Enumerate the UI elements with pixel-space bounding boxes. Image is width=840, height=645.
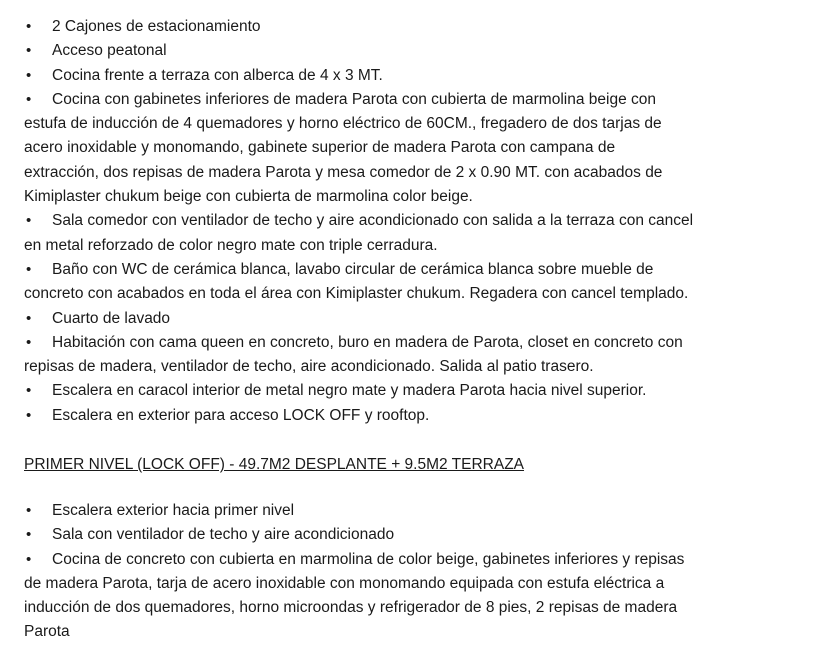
list-item-text: Cuarto de lavado <box>52 309 171 327</box>
bullet-icon: • <box>26 66 32 84</box>
list-item-continuation <box>24 185 804 209</box>
bullet-icon: • <box>26 333 32 351</box>
list-item-text: inducción de dos quemadores, horno microondas y refrigerador de 8 pies, 2 repisas de madera <box>24 599 678 617</box>
bullet-icon: • <box>26 382 32 400</box>
list-item <box>24 379 804 403</box>
list-item <box>24 307 804 331</box>
list-item <box>24 548 804 572</box>
list-item-text: de madera Parota, tarja de acero inoxidable con monomando equipada con estufa eléctrica a <box>24 574 665 592</box>
amenities-list-primer-nivel <box>24 499 804 645</box>
list-item <box>24 15 804 39</box>
list-item-text: Baño con WC de cerámica blanca, lavabo circular de cerámica blanca sobre mueble de <box>52 260 654 278</box>
list-item <box>24 64 804 88</box>
bullet-icon: • <box>26 502 32 519</box>
list-item-text: extracción, dos repisas de madera Parota y mesa comedor de 2 x 0.90 MT. con acabados de <box>24 163 663 181</box>
list-item-text: Escalera exterior hacia primer nivel <box>52 502 295 519</box>
list-item-text: concreto con acabados en toda el área con Kimiplaster chukum. Regadera con cancel templado. <box>24 285 689 303</box>
list-item-text: Escalera en caracol interior de metal negro mate y madera Parota hacia nivel superior. <box>52 382 647 400</box>
list-item-continuation <box>24 572 804 596</box>
list-item-continuation <box>24 136 804 160</box>
amenities-list-ground-floor <box>24 15 804 428</box>
list-item-text: acero inoxidable y monomando, gabinete superior de madera Parota con campana de <box>24 139 616 157</box>
list-item <box>24 523 804 547</box>
bullet-icon: • <box>26 550 32 568</box>
list-item-continuation <box>24 620 804 644</box>
bullet-icon: • <box>26 406 32 424</box>
list-item-text: Cocina frente a terraza con alberca de 4 x 3 MT. <box>52 66 383 84</box>
list-item-continuation <box>24 596 804 620</box>
section-heading-primer-nivel: PRIMER NIVEL (LOCK OFF) - 49.7M2 DESPLANTE + 9.5M2 TERRAZA <box>24 456 525 473</box>
bullet-icon: • <box>26 90 32 108</box>
list-item <box>24 88 804 112</box>
list-item-text: 2 Cajones de estacionamiento <box>52 18 261 35</box>
list-item <box>24 404 804 428</box>
bullet-icon: • <box>26 42 32 60</box>
list-item-continuation <box>24 234 804 258</box>
list-item-text: Sala comedor con ventilador de techo y aire acondicionado con salida a la terraza con cancel <box>52 212 694 230</box>
list-item <box>24 499 804 523</box>
list-item <box>24 331 804 355</box>
list-item-text: repisas de madera, ventilador de techo, aire acondicionado. Salida al patio trasero. <box>24 358 594 376</box>
bullet-icon: • <box>26 309 32 327</box>
bullet-icon: • <box>26 526 32 544</box>
list-item-text: Acceso peatonal <box>52 42 167 60</box>
list-item <box>24 39 804 63</box>
list-item-continuation <box>24 282 804 306</box>
list-item-continuation <box>24 355 804 379</box>
list-item-text: Sala con ventilador de techo y aire acondicionado <box>52 526 395 544</box>
list-item-text: Habitación con cama queen en concreto, buro en madera de Parota, closet en concreto con <box>52 333 683 351</box>
list-item <box>24 209 804 233</box>
list-item-text: Cocina de concreto con cubierta en marmolina de color beige, gabinetes inferiores y repisas <box>52 550 685 568</box>
bullet-icon: • <box>26 260 32 278</box>
list-item <box>24 258 804 282</box>
list-item-text: en metal reforzado de color negro mate con triple cerradura. <box>24 236 438 254</box>
list-item-text: Kimiplaster chukum beige con cubierta de marmolina color beige. <box>24 188 473 206</box>
list-item-text: Parota <box>24 623 70 641</box>
bullet-icon: • <box>26 18 32 35</box>
list-item-text: Escalera en exterior para acceso LOCK OFF y rooftop. <box>52 406 430 424</box>
bullet-icon: • <box>26 212 32 230</box>
list-item-continuation <box>24 112 804 136</box>
list-item-text: Cocina con gabinetes inferiores de madera Parota con cubierta de marmolina beige con <box>52 90 656 108</box>
list-item-continuation <box>24 161 804 185</box>
list-item-text: estufa de inducción de 4 quemadores y horno eléctrico de 60CM., fregadero de dos tarjas de <box>24 115 662 133</box>
